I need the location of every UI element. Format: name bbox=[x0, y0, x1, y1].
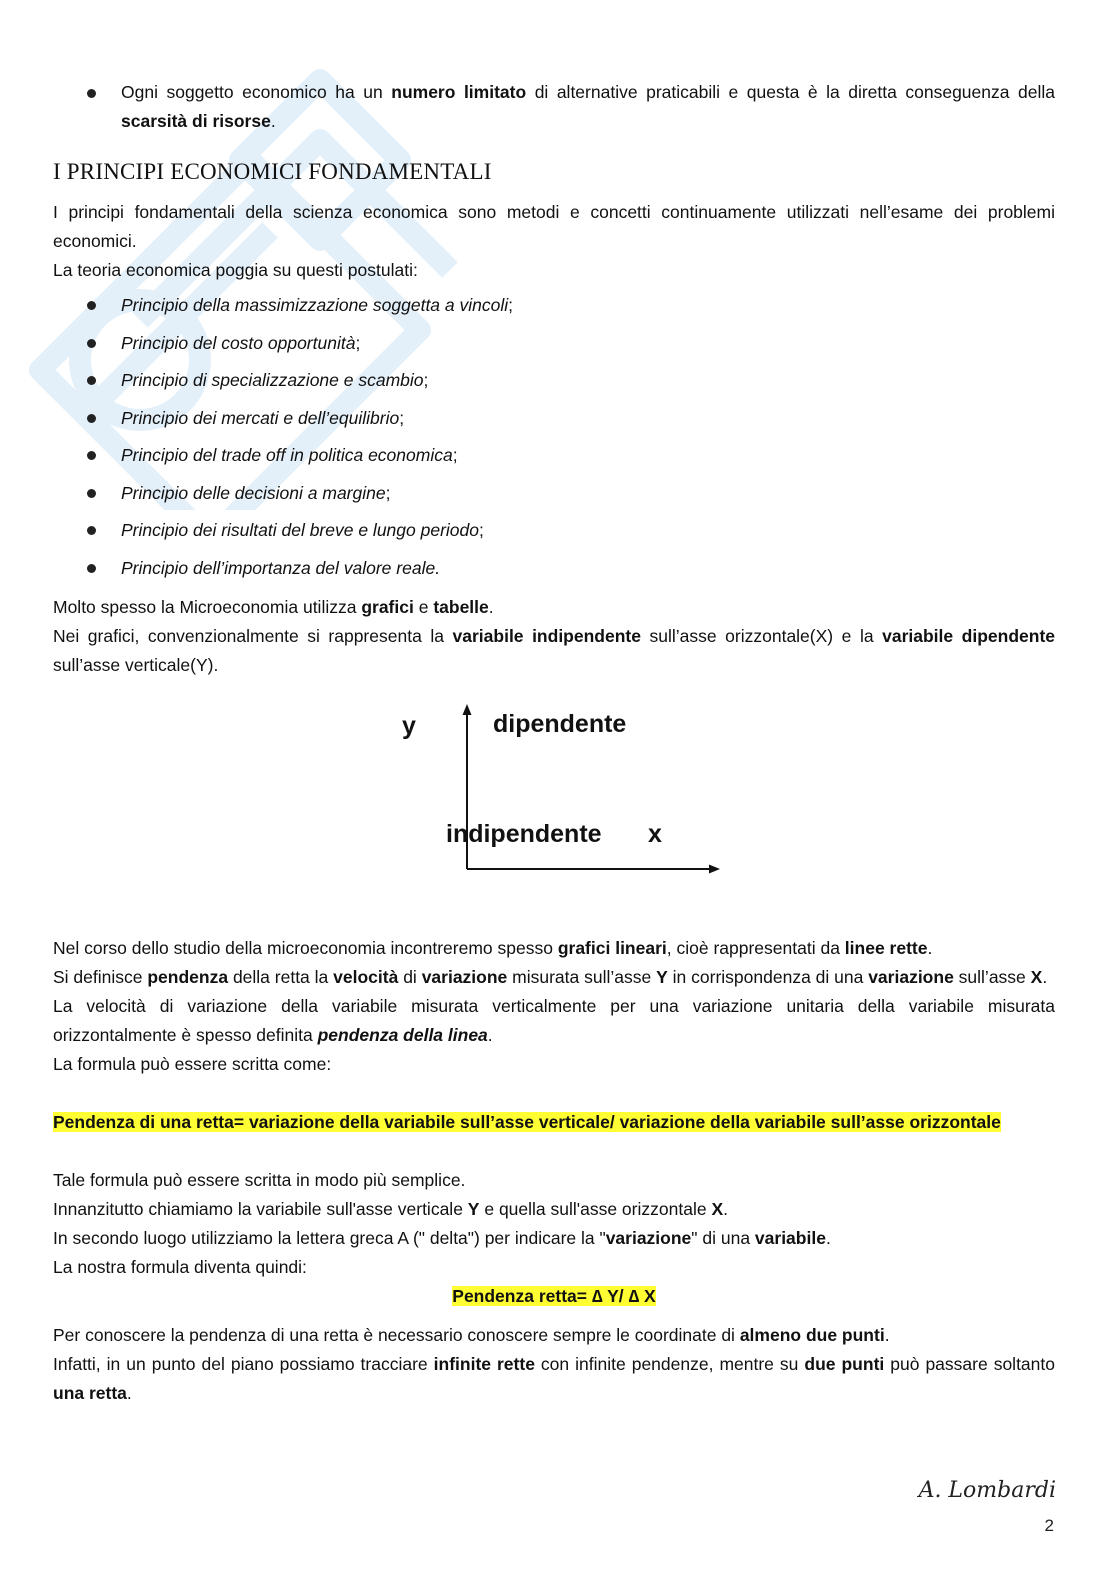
paragraph-velocity bbox=[53, 992, 1055, 1050]
bold-text: una retta bbox=[53, 1383, 127, 1403]
paragraph-graphs bbox=[53, 593, 1055, 622]
formula-highlight: Pendenza di una retta= variazione della variabile sull’asse verticale/ variazione della variabile sull’asse orizzontale bbox=[53, 1112, 1001, 1132]
text-run: Per conoscere la pendenza di una retta è necessario conoscere sempre le coordinate di bbox=[53, 1325, 740, 1345]
paragraph-call bbox=[53, 1195, 1055, 1224]
bold-text: variabile dipendente bbox=[882, 626, 1056, 646]
principles-list bbox=[53, 287, 1055, 587]
text-run: con infinite pendenze, mentre su bbox=[534, 1354, 805, 1374]
list-item bbox=[53, 550, 1055, 588]
text-run: Infatti, in un punto del piano possiamo tracciare bbox=[53, 1354, 434, 1374]
axes-diagram bbox=[53, 684, 1055, 928]
text-run: . bbox=[884, 1325, 890, 1345]
principle-text: Principio della massimizzazione soggetta a vincoli bbox=[121, 295, 509, 315]
bold-text: variazione bbox=[605, 1228, 692, 1248]
paragraph-infinite bbox=[53, 1350, 1055, 1408]
text-run: di alternative praticabili e questa è la diretta conseguenza della bbox=[526, 82, 1055, 102]
list-item bbox=[53, 437, 1055, 475]
bold-text: pendenza bbox=[147, 967, 229, 987]
paragraph-linear bbox=[53, 934, 1055, 963]
text-run: misurata sull’asse bbox=[507, 967, 657, 987]
paragraph-delta bbox=[53, 1224, 1055, 1253]
principle-text: Principio dei mercati e dell’equilibrio bbox=[121, 407, 400, 428]
paragraph-slope-definition bbox=[53, 963, 1055, 992]
list-item bbox=[53, 400, 1055, 438]
text-run: . bbox=[488, 597, 494, 617]
text-run: In secondo luogo utilizziamo la lettera greca A (" delta") per indicare la " bbox=[53, 1228, 606, 1248]
punctuation: ; bbox=[423, 370, 429, 390]
text-run: può passare soltanto bbox=[884, 1354, 1055, 1374]
bullet-icon bbox=[87, 451, 96, 460]
bullet-icon bbox=[87, 414, 96, 423]
bold-text: linee rette bbox=[844, 938, 928, 958]
bullet-icon bbox=[87, 89, 96, 98]
text-run: Nel corso dello studio della microeconomia incontreremo spesso bbox=[53, 938, 558, 958]
text-run: . bbox=[270, 111, 276, 131]
text-run: Ogni soggetto economico ha un bbox=[121, 82, 392, 102]
x-axis-arrow-icon bbox=[709, 865, 720, 874]
text-run: in corrispondenza di una bbox=[667, 967, 869, 987]
paragraph-axes bbox=[53, 622, 1055, 680]
bullet-icon bbox=[87, 564, 96, 573]
punctuation: ; bbox=[508, 295, 514, 315]
bold-text: scarsità di risorse bbox=[121, 111, 271, 131]
bold-text: velocità bbox=[333, 967, 399, 987]
text-run: . bbox=[1042, 967, 1048, 987]
text-run: . bbox=[723, 1199, 728, 1219]
text-run: Si definisce bbox=[53, 967, 148, 987]
y-axis-label: y bbox=[402, 712, 416, 740]
x-axis-label: x bbox=[648, 820, 662, 848]
y-axis-arrow-icon bbox=[463, 704, 472, 715]
bold-text: tabelle bbox=[433, 597, 489, 617]
text-run: " di una bbox=[691, 1228, 755, 1248]
text-run: . bbox=[126, 1383, 132, 1403]
principle-text: Principio dell’importanza del valore reale. bbox=[121, 557, 441, 578]
text-run: e bbox=[413, 597, 434, 617]
bold-text: variabile indipendente bbox=[452, 626, 641, 646]
list-item bbox=[53, 78, 1055, 136]
bold-text: due punti bbox=[804, 1354, 885, 1374]
bold-text: grafici lineari bbox=[557, 938, 667, 958]
bold-text: grafici bbox=[361, 597, 414, 617]
list-item bbox=[53, 287, 1055, 325]
text-run: . bbox=[825, 1228, 831, 1248]
punctuation: ; bbox=[385, 482, 391, 503]
bold-text: X bbox=[711, 1199, 724, 1219]
punctuation: ; bbox=[452, 445, 458, 465]
section-title: I PRINCIPI ECONOMICI FONDAMENTALI bbox=[53, 159, 492, 184]
bullet-icon bbox=[87, 526, 96, 535]
text-run: . bbox=[927, 938, 933, 958]
paragraph-principles: I principi fondamentali della scienza economica sono metodi e concetti continuamente utilizzati nell’esame dei problemi economici. bbox=[53, 202, 1055, 251]
list-item bbox=[53, 512, 1055, 550]
text-run: Molto spesso la Microeconomia utilizza bbox=[53, 597, 362, 617]
text-run: Nei grafici, convenzionalmente si rappresenta la bbox=[53, 626, 453, 646]
principle-text: Principio di specializzazione e scambio bbox=[121, 370, 424, 390]
text-run: . bbox=[487, 1025, 493, 1045]
principle-text: Principio del costo opportunità bbox=[121, 332, 356, 353]
text-run: di bbox=[398, 967, 422, 987]
formula-short: Pendenza retta= ∆ Y/ ∆ X bbox=[452, 1286, 656, 1306]
list-item bbox=[53, 362, 1055, 400]
punctuation: ; bbox=[399, 407, 405, 428]
axes-diagram-svg bbox=[53, 684, 1055, 928]
principle-text: Principio delle decisioni a margine bbox=[121, 482, 386, 503]
text-run: sull’asse orizzontale(X) e la bbox=[640, 626, 883, 646]
bold-text: almeno due punti bbox=[739, 1325, 885, 1345]
principle-text: Principio dei risultati del breve e lungo periodo bbox=[121, 520, 479, 540]
list-item bbox=[53, 475, 1055, 513]
formula-short-paragraph bbox=[53, 1282, 1055, 1311]
bullet-icon bbox=[87, 376, 96, 385]
formula-highlight-paragraph bbox=[53, 1108, 1055, 1137]
bold-text: numero limitato bbox=[391, 82, 527, 102]
dependent-label: dipendente bbox=[493, 710, 627, 738]
bold-text: X bbox=[1030, 967, 1043, 987]
bullet-icon bbox=[87, 489, 96, 498]
text-run: Innanzitutto chiamiamo la variabile sull'asse verticale bbox=[53, 1199, 468, 1219]
text-run: La velocità di variazione della variabile misurata verticalmente per una variazione unitaria della variabile misurata orizzontalmente è spesso definita bbox=[53, 996, 1055, 1045]
bold-text: variazione bbox=[868, 967, 954, 987]
author-signature: A. Lombardi bbox=[918, 1478, 1056, 1503]
bullet-icon bbox=[87, 339, 96, 348]
paragraph-points bbox=[53, 1321, 1055, 1350]
paragraph-becomes: La nostra formula diventa quindi: bbox=[53, 1257, 307, 1277]
paragraph-postulates: La teoria economica poggia su questi postulati: bbox=[53, 260, 418, 280]
page-number: 2 bbox=[1044, 1516, 1054, 1535]
paragraph-simpler: Tale formula può essere scritta in modo più semplice. bbox=[53, 1170, 466, 1190]
bold-text: variazione bbox=[421, 967, 508, 987]
text-run: , cioè rappresentati da bbox=[666, 938, 845, 958]
paragraph-formula-intro: La formula può essere scritta come: bbox=[53, 1054, 332, 1074]
text-run: sull’asse verticale(Y). bbox=[53, 655, 219, 675]
text-run: sull’asse bbox=[953, 967, 1031, 987]
bold-text: variabile bbox=[754, 1228, 826, 1248]
principle-text: Principio del trade off in politica economica bbox=[121, 445, 453, 465]
bold-italic-text: pendenza della linea bbox=[317, 1025, 488, 1045]
bullet-icon bbox=[87, 301, 96, 310]
text-run: e quella sull'asse orizzontale bbox=[479, 1199, 712, 1219]
text-run: della retta la bbox=[228, 967, 334, 987]
bold-text: infinite rette bbox=[433, 1354, 535, 1374]
intro-list bbox=[53, 78, 1055, 136]
list-item bbox=[53, 325, 1055, 363]
punctuation: ; bbox=[355, 332, 361, 353]
bold-text: Y bbox=[467, 1199, 480, 1219]
bold-text: Y bbox=[656, 967, 668, 987]
document-body bbox=[53, 78, 1055, 1408]
punctuation: ; bbox=[479, 520, 484, 540]
independent-label: indipendente bbox=[446, 820, 602, 848]
